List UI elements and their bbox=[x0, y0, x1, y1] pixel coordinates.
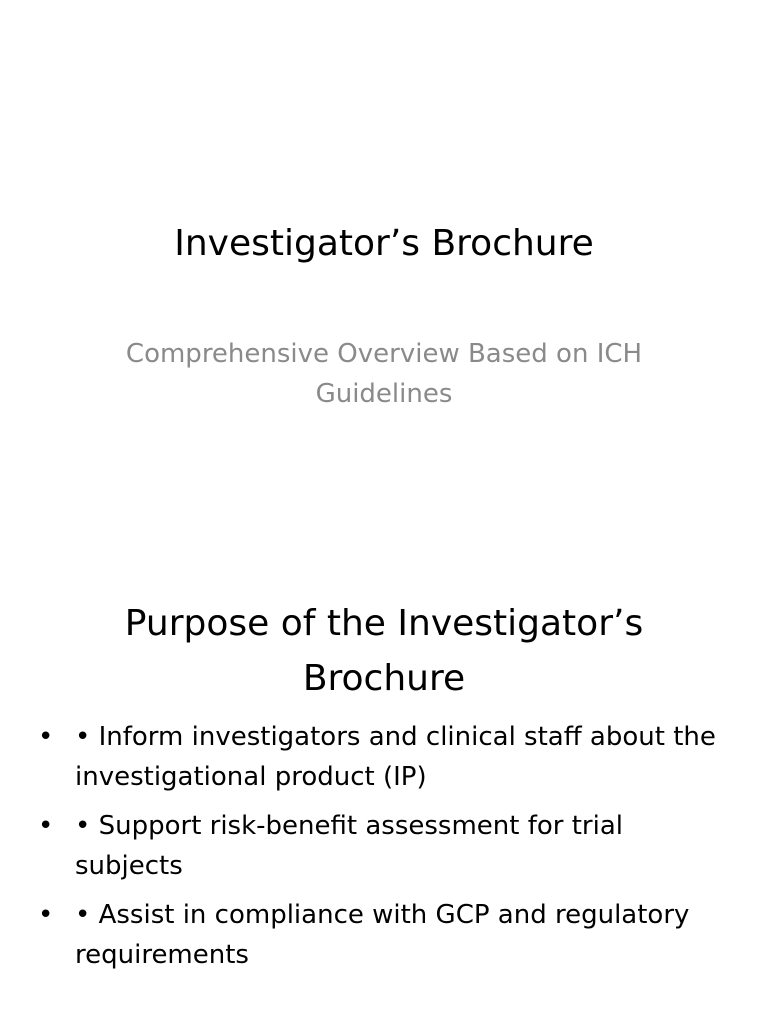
bullet-text: • Assist in compliance with GCP and regulatory requirements bbox=[75, 900, 690, 970]
slide-1-subtitle: Comprehensive Overview Based on ICH Guidelines bbox=[125, 339, 643, 409]
bullet-item bbox=[38, 895, 718, 975]
slide-2-title: Purpose of the Investigator’s Brochure bbox=[124, 603, 644, 699]
bullet-mark: • bbox=[38, 900, 54, 930]
bullet-text: • Inform investigators and clinical staff about the investigational product (IP) bbox=[75, 722, 716, 792]
bullet-mark: • bbox=[38, 722, 54, 752]
slide-1-title: Investigator’s Brochure bbox=[174, 223, 594, 264]
bullet-mark: • bbox=[38, 811, 54, 841]
slide-purpose bbox=[0, 576, 768, 1024]
bullet-list bbox=[38, 717, 718, 984]
bullet-item bbox=[38, 806, 718, 886]
bullet-item bbox=[38, 717, 718, 797]
bullet-text: • Support risk-benefit assessment for trial subjects bbox=[75, 811, 624, 881]
